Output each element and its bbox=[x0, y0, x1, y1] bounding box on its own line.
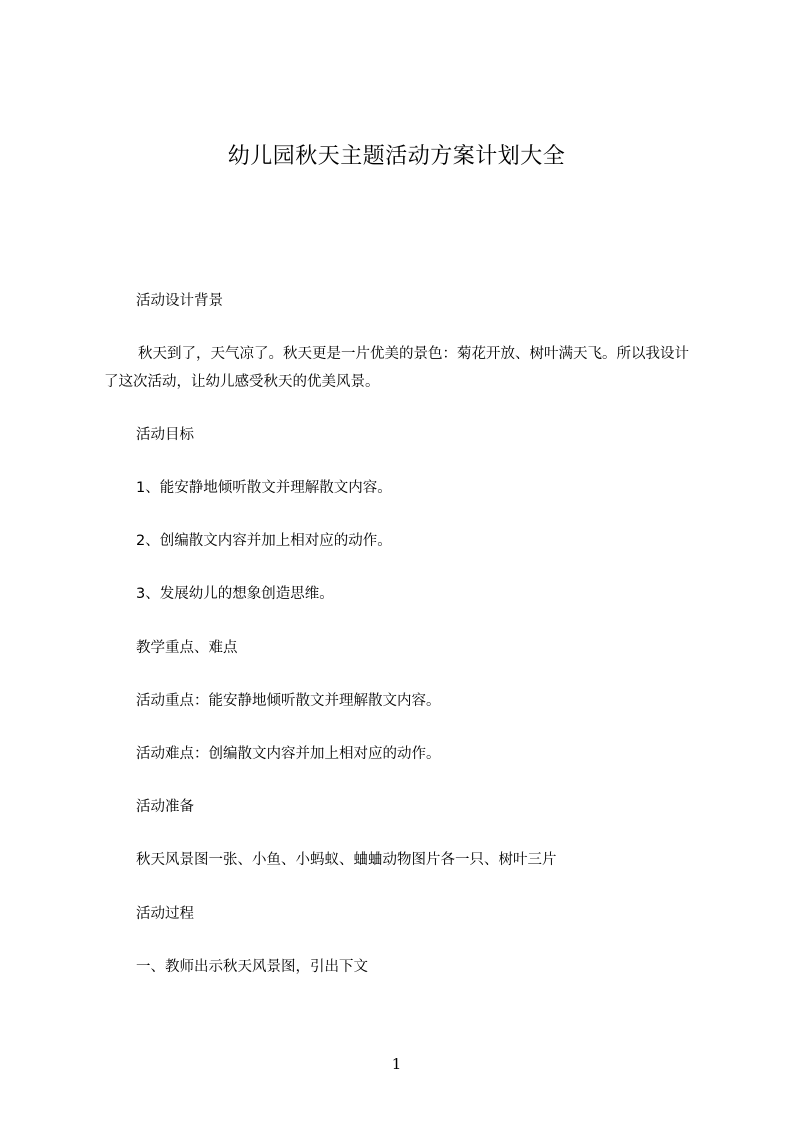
goal-item-1: 1、能安静地倾听散文并理解散文内容。 bbox=[136, 480, 392, 496]
goal-item-3: 3、发展幼儿的想象创造思维。 bbox=[136, 586, 334, 602]
section-heading-process: 活动过程 bbox=[136, 906, 194, 922]
background-paragraph: 秋天到了，天气凉了。秋天更是一片优美的景色：菊花开放、树叶满天飞。所以我设计了这次活动，让幼儿感受秋天的优美风景。 bbox=[104, 346, 689, 390]
preparation-text: 秋天风景图一张、小鱼、小蚂蚁、蛐蛐动物图片各一只、树叶三片 bbox=[136, 852, 557, 868]
document-title: 幼儿园秋天主题活动方案计划大全 bbox=[227, 144, 566, 169]
process-step-1: 一、教师出示秋天风景图，引出下文 bbox=[136, 959, 368, 975]
key-point: 活动重点：能安静地倾听散文并理解散文内容。 bbox=[136, 693, 441, 709]
page-number: 1 bbox=[391, 1055, 402, 1073]
section-heading-key-points: 教学重点、难点 bbox=[136, 640, 238, 656]
section-heading-preparation: 活动准备 bbox=[136, 799, 194, 815]
goal-item-2: 2、创编散文内容并加上相对应的动作。 bbox=[136, 533, 392, 549]
section-heading-goals: 活动目标 bbox=[136, 427, 194, 443]
difficult-point: 活动难点：创编散文内容并加上相对应的动作。 bbox=[136, 746, 441, 762]
section-heading-background: 活动设计背景 bbox=[136, 293, 223, 309]
